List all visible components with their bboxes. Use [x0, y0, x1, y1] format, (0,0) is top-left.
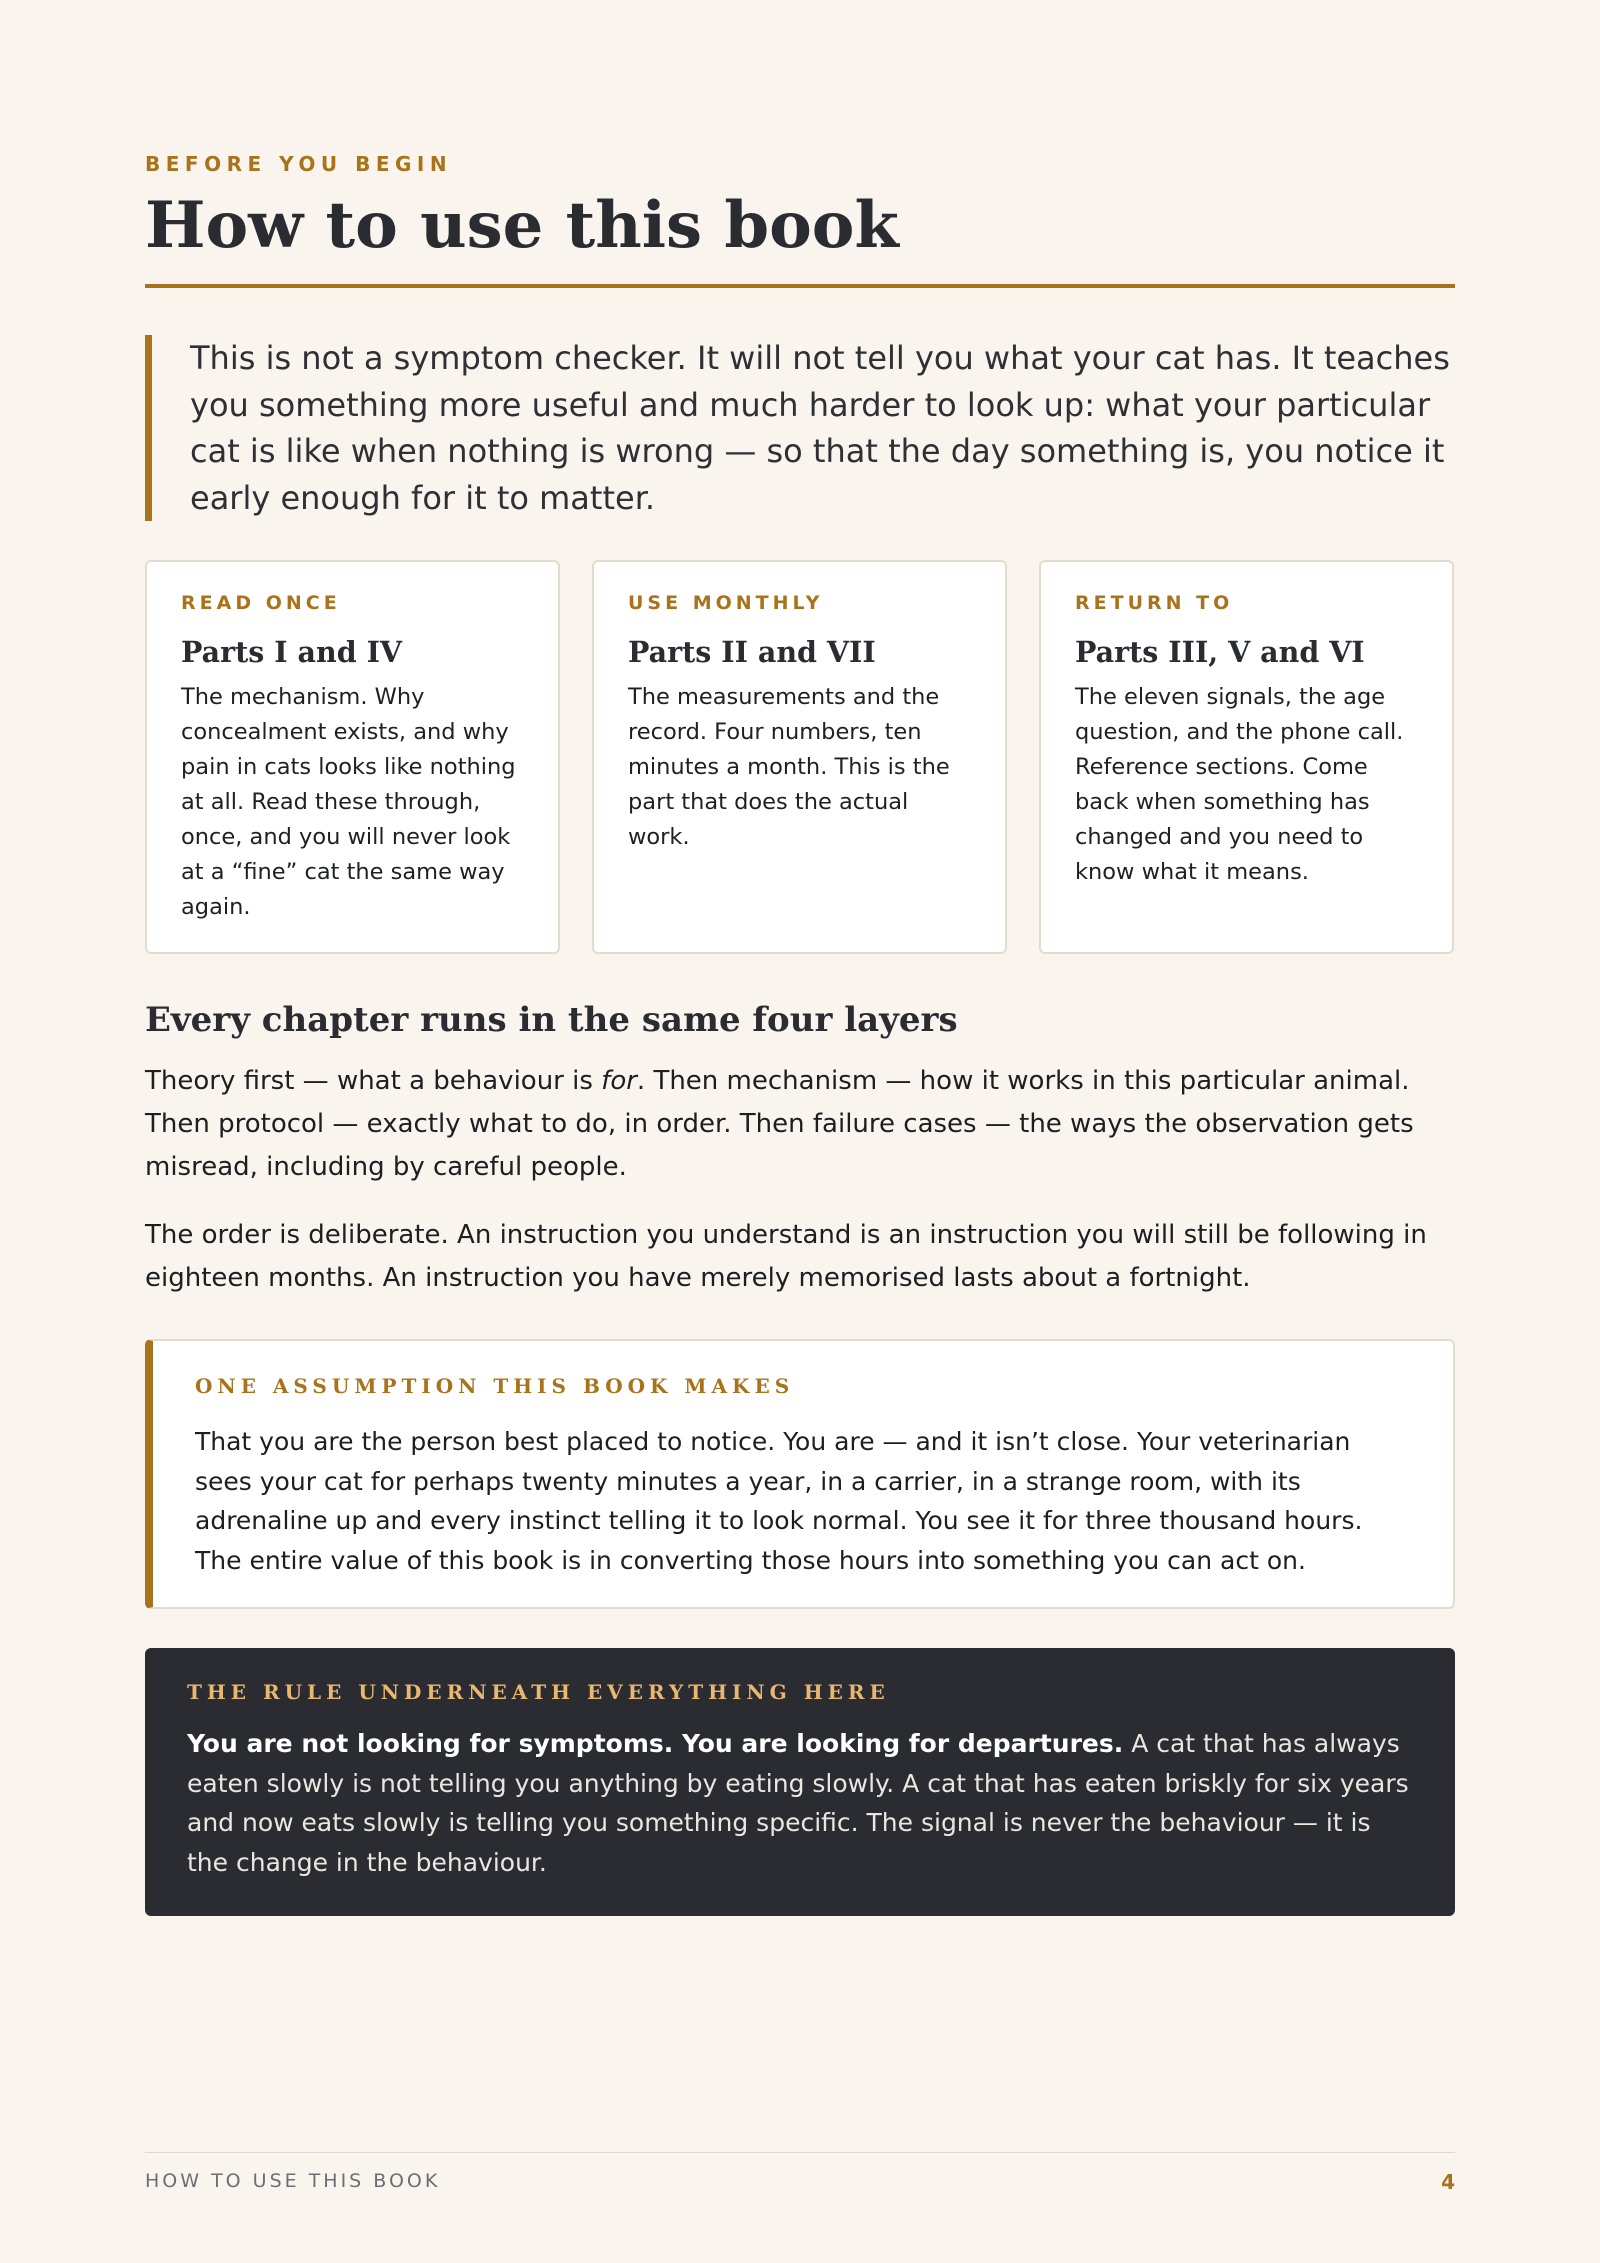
callout-kicker: ONE ASSUMPTION THIS BOOK MAKES	[195, 1374, 795, 1398]
callout-body: That you are the person best placed to notice. You are — and it isn’t close. Your veterinarian sees your cat for perhaps twenty minutes a year, in a carrier, in a strange room, with its adrenaline up and every instinct telling it to look normal. You see it for three thousand hours. The entire value of this book is in converting those hours into something you can act on.	[195, 1427, 1363, 1575]
card-kicker: USE MONTHLY	[628, 592, 824, 614]
rule-box	[145, 1648, 1455, 1916]
card-use-monthly	[592, 560, 1007, 954]
assumption-callout	[145, 1339, 1455, 1609]
card-return-to	[1039, 560, 1454, 954]
card-title: Parts III, V and VI	[1075, 635, 1365, 669]
running-title: HOW TO USE THIS BOOK	[145, 2170, 441, 2192]
card-title: Parts I and IV	[181, 635, 403, 669]
card-kicker: READ ONCE	[181, 592, 341, 614]
rule-text: A cat that has always eaten slowly is not telling you anything by eating slowly. A cat that has eaten briskly for six years and now eats slowly is telling you something specific. The signal is never the behaviour — it is the change in the behaviour.	[187, 1729, 1409, 1877]
footer-divider	[145, 2152, 1455, 2153]
card-read-once	[145, 560, 560, 954]
card-body: The mechanism. Why concealment exists, and why pain in cats looks like nothing at all. Read these through, once, and you will never look at a “fine” cat the same way again.	[181, 684, 516, 920]
card-title: Parts II and VII	[628, 635, 876, 669]
lede-quote: This is not a symptom checker. It will not tell you what your cat has. It teaches you something more useful and much harder to look up: what your particular cat is like when nothing is wrong — so that the day something is, you notice it early enough for it to matter.	[145, 335, 1455, 521]
rule-kicker: THE RULE UNDERNEATH EVERYTHING HERE	[187, 1680, 890, 1704]
section-eyebrow: BEFORE YOU BEGIN	[145, 152, 453, 176]
page-title: How to use this book	[145, 188, 899, 263]
title-divider	[145, 284, 1455, 288]
card-body: The measurements and the record. Four numbers, ten minutes a month. This is the part that does the actual work.	[628, 684, 950, 850]
card-kicker: RETURN TO	[1075, 592, 1234, 614]
reading-guide-cards	[145, 560, 1455, 954]
section-heading: Every chapter runs in the same four layers	[145, 1000, 958, 1040]
paragraph-layers	[145, 1060, 1455, 1189]
card-body: The eleven signals, the age question, and the phone call. Reference sections. Come back when something has changed and you need to know what it means.	[1075, 684, 1404, 885]
rule-bold-statement: You are not looking for symptoms. You are looking for departures.	[187, 1729, 1124, 1758]
rule-body	[187, 1724, 1413, 1882]
paragraph-order: The order is deliberate. An instruction you understand is an instruction you will still be following in eighteen months. An instruction you have merely memorised lasts about a fortnight.	[145, 1220, 1427, 1293]
paragraph-text: . Then mechanism — how it works in this particular animal. Then protocol — exactly what to do, in order. Then failure cases — the ways the observation gets misread, including by careful people.	[145, 1066, 1414, 1182]
paragraph-text: Theory first — what a behaviour is	[145, 1066, 602, 1096]
emphasis-text: for	[601, 1066, 637, 1096]
page-number: 4	[1441, 2170, 1455, 2194]
